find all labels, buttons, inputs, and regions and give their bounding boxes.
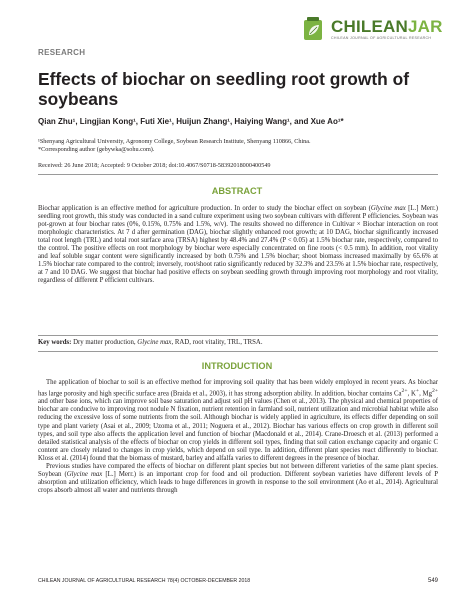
received-accepted-doi: Received: 26 June 2018; Accepted: 9 October 2018; doi:10.4067/S0718-58392018000400549: [38, 162, 271, 169]
article-title: Effects of biochar on seedling root growth of soybeans: [38, 69, 410, 109]
affiliation: [38, 138, 438, 154]
logo-name: CHILEANJAR: [331, 16, 443, 36]
page-footer: [38, 578, 438, 584]
divider: [38, 174, 438, 175]
journal-citation: CHILEAN JOURNAL OF AGRICULTURAL RESEARCH 78(4) OCTOBER-DECEMBER 2018: [38, 578, 251, 584]
species-name: Glycine max: [370, 205, 406, 212]
journal-logo: [301, 16, 443, 42]
paragraph: Previous studies have compared the effects of biochar on different plant species but not between different varieties of the same plant species. Soybean (Glycine max [L.] Merr.) is an important crop for food and oil production. Different soybean varieties have different levels of P absorption and utilization efficiency, which leads to huge differences in growth in response to the soil environment (Ao et al., 2014). Agricultural crops absorb almost all water and nutrients through: [38, 462, 438, 494]
page-number: 549: [427, 578, 438, 584]
abstract-heading: ABSTRACT: [211, 186, 263, 196]
introduction-body: [38, 379, 438, 495]
divider: [38, 351, 438, 352]
corresponding-author: *Corresponding author (gebywka@sohu.com).: [38, 146, 155, 153]
author-list: Qian Zhu¹, Lingjian Kong¹, Futi Xie¹, Huijun Zhang¹, Haiying Wang¹, and Xue Ao¹*: [38, 117, 344, 126]
divider: [38, 335, 438, 336]
keywords: Key words: Dry matter production, Glycine max, RAD, root vitality, TRL, TRSA.: [38, 339, 263, 346]
introduction-heading: INTRODUCTION: [201, 361, 273, 371]
affiliation-line: ¹Shenyang Agricultural University, Agronomy College, Soybean Research Institute, Shenyang 110866, China.: [38, 138, 311, 145]
logo-leaf-icon: [301, 16, 327, 42]
section-label: RESEARCH: [38, 48, 86, 57]
logo-tagline: CHILEAN JOURNAL OF AGRICULTURAL RESEARCH: [331, 35, 432, 40]
paragraph: The application of biochar to soil is an effective method for improving soil quality that has been widely employed in recent years. As biochar has large porosity and high specific surface area (Braida et al., 2003), it has strong adsorption ability. In addition, biochar contains $Ca^{2+}$, K+, $Mg^{2+}$ and other base ions, which can improve soil base saturation and adjust soil pH values (Chen et al., 2013). The physical and chemical properties of biochar are conducive to improving root nodule N fixation, nutrient retention in farmland soil, nutrient utilization and microbial habitat while also reducing the excessive loss of some nutrients from the soil. Although biochar is widely applied in agriculture, its effects differ depending on soil type and plant variety (Asai et al., 2009; Uzoma et al., 2011; Noguera et al., 2012). Biochar has various effects on crop growth in different soil types, and soil type also affects the application level and function of biochar (Macdonald et al., 2014). Crane-Droesch et al. (2013) performed a detailed statistical analysis of the effects of biochar on crop yields in different soil types, finding that soil cation exchange capacity and organic C content are closely related to changes in crop yields, which depend on soil type. In addition, different plant species react differently to biochar. Kloss et al. (2014) found that the biomass of mustard, barley and alfalfa varies to different degrees in the presence of biochar.: [38, 379, 439, 462]
abstract-text: Biochar application is an effective method for agriculture production. In order to study the biochar effect on soybean (Glycine max [L.] Merr.) seedling root growth, this study was conducted in a sand culture experiment using two soybean cultivars with different P efficiencies. Soybean was pot-grown at four biochar rates (0%, 0.15%, 0.75% and 1.5%, w/v). The results showed no difference in Cultivar × Biochar interaction on root morphologic characteristics. At 7 d after germination (DAG), biochar slightly enhanced root growth; at 10 DAG, biochar significantly increased total root length (TRL) and total root surface area (TRSA) highest by 48.4% and 27.4% (P < 0.05) at 1.5% biochar rate, respectively, compared to the control. The positive effects on root morphology by biochar were especially concentrated on fine roots (< 0.5 mm). In addition, root vitality and leaf soluble sugar content were significantly increased by both 0.75% and 1.5% biochar; shoot biomass increased maximally by 65.6% at 1.5% biochar rate compared to the control; inversely, root/shoot ratio significantly reduced by 32.3% and 23.5% at 1.5% biochar rate, respectively, at 7 and 10 DAG. We suggest that biochar had positive effects on soybean seedling growth through improving root morphology and root vitality, regardless of different P efficient cultivars.: [38, 205, 438, 285]
keywords-label: Key words:: [38, 339, 72, 346]
